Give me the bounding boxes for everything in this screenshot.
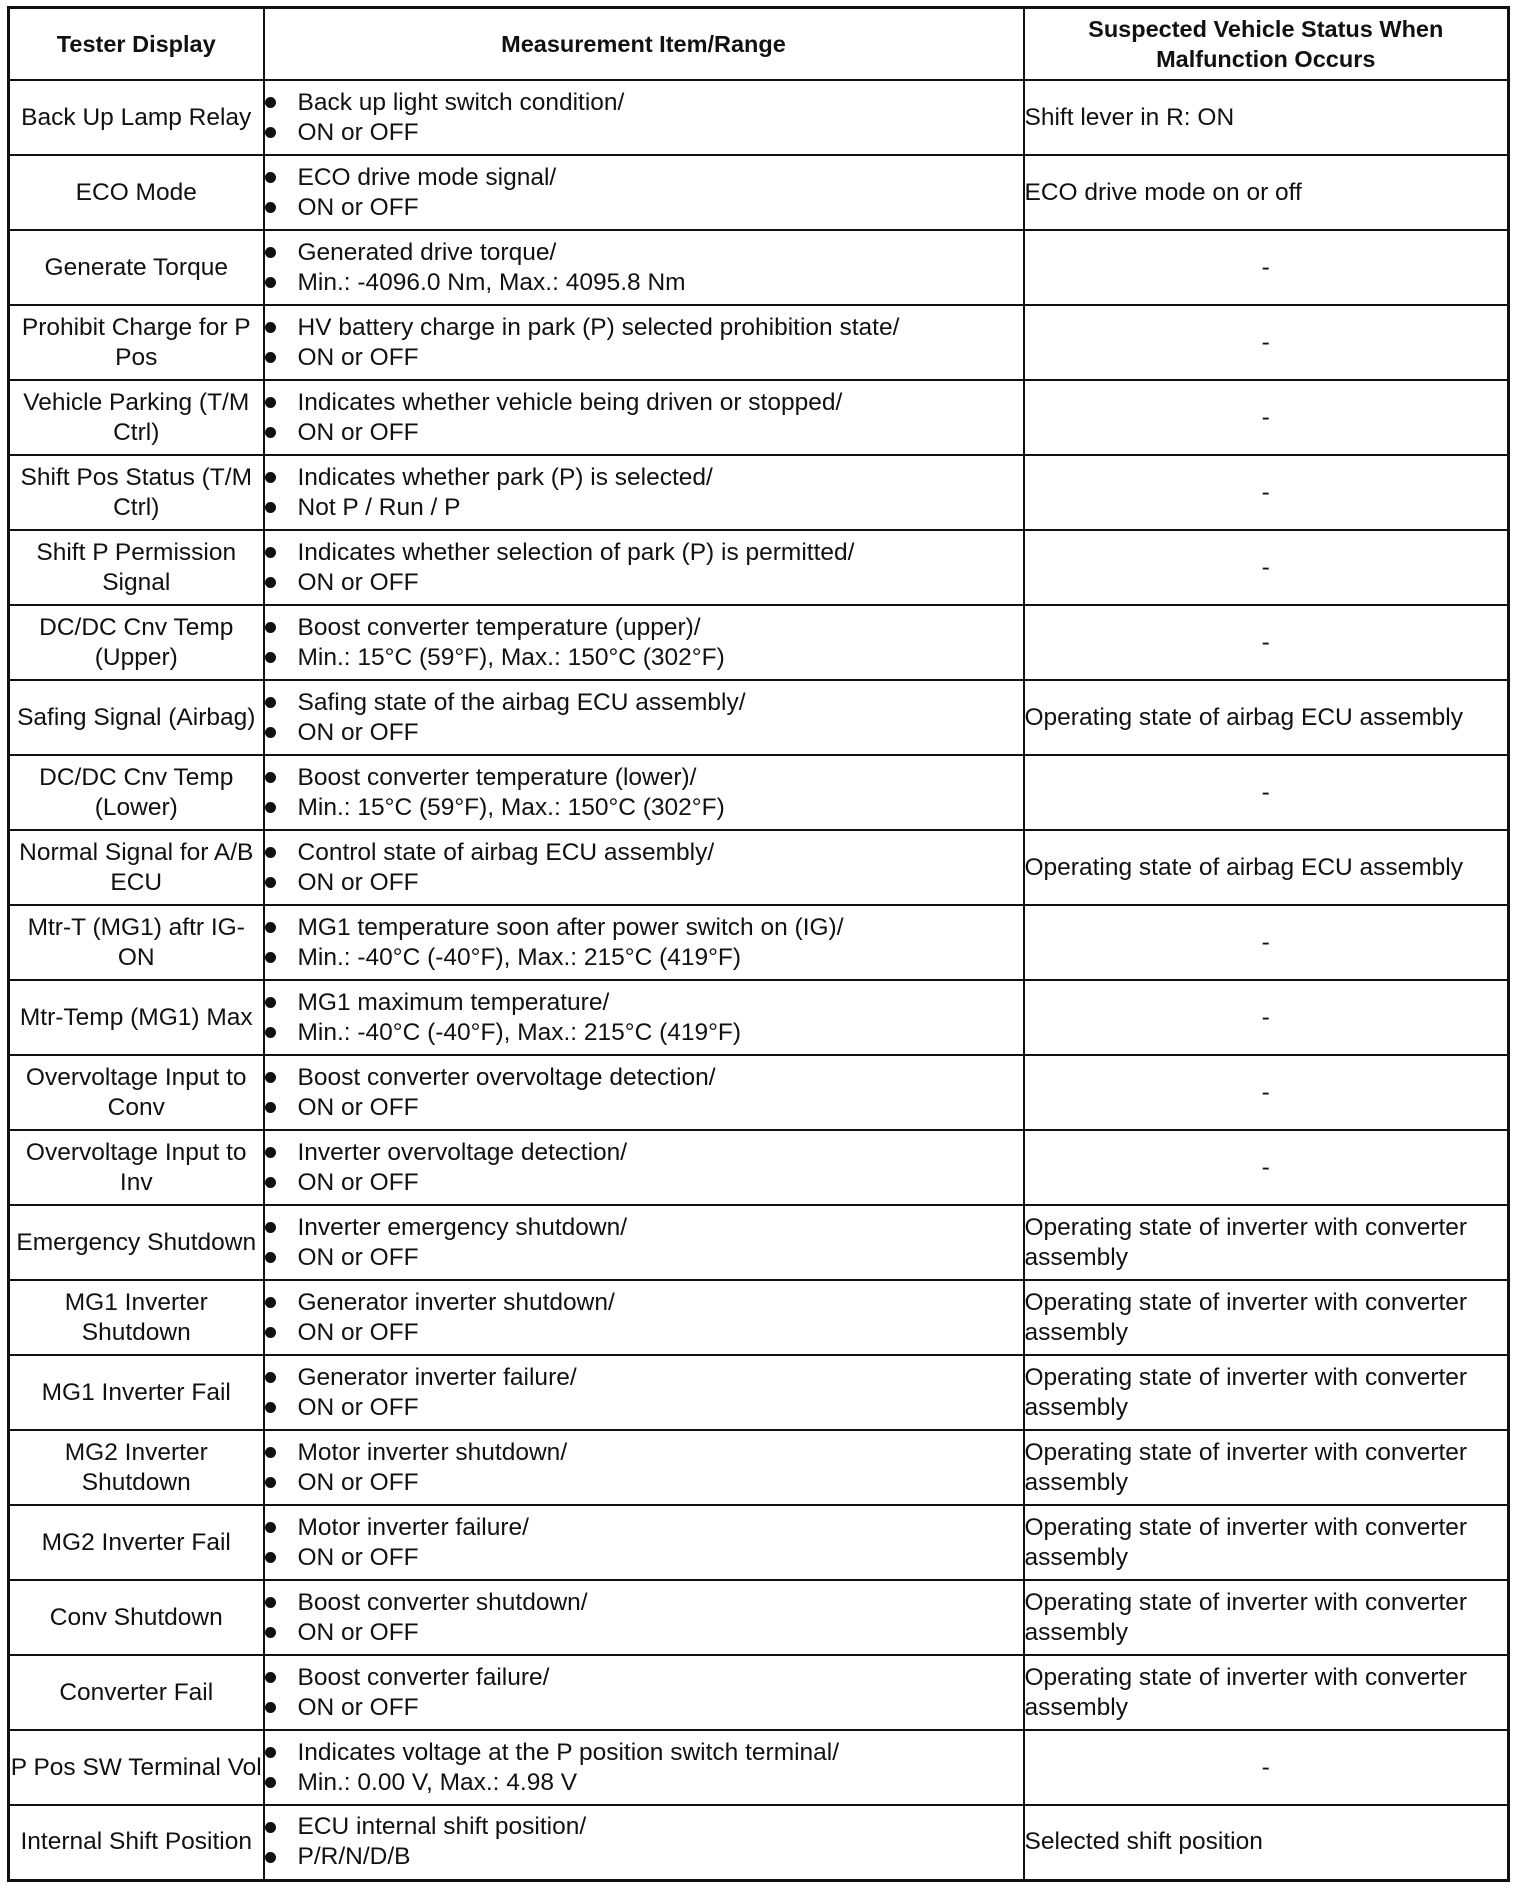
table-header bbox=[9, 8, 1509, 81]
measurement-item-text: Generator inverter failure/ bbox=[297, 1363, 577, 1391]
measurement-item-text: Safing state of the airbag ECU assembly/ bbox=[297, 688, 746, 716]
measurement-cell bbox=[264, 680, 1024, 755]
tester-display-cell: Back Up Lamp Relay bbox=[9, 80, 264, 155]
measurement-item-text: ECO drive mode signal/ bbox=[297, 163, 557, 191]
suspected-status-cell: - bbox=[1024, 755, 1509, 830]
bullet-icon bbox=[265, 1477, 276, 1488]
table-row bbox=[9, 530, 1509, 605]
table-row bbox=[9, 155, 1509, 230]
suspected-status-cell: Operating state of inverter with converter assembly bbox=[1024, 1430, 1509, 1505]
measurement-range-line bbox=[265, 1243, 1023, 1273]
measurement-range-line bbox=[265, 343, 1023, 373]
measurement-range-text: ON or OFF bbox=[297, 1693, 419, 1721]
header-row bbox=[9, 8, 1509, 81]
bullet-icon bbox=[265, 1702, 276, 1713]
measurement-cell bbox=[264, 1205, 1024, 1280]
bullet-icon bbox=[265, 1327, 276, 1338]
suspected-status-cell: - bbox=[1024, 455, 1509, 530]
suspected-status-cell: Operating state of inverter with converter assembly bbox=[1024, 1580, 1509, 1655]
measurement-range-line bbox=[265, 268, 1023, 298]
measurement-item-line bbox=[265, 763, 1023, 793]
tester-display-cell: MG1 Inverter Fail bbox=[9, 1355, 264, 1430]
suspected-status-cell: ECO drive mode on or off bbox=[1024, 155, 1509, 230]
measurement-cell bbox=[264, 1280, 1024, 1355]
suspected-status-cell: Shift lever in R: ON bbox=[1024, 80, 1509, 155]
bullet-icon bbox=[265, 847, 276, 858]
suspected-status-cell: - bbox=[1024, 905, 1509, 980]
table-row bbox=[9, 1355, 1509, 1430]
tester-display-cell: Generate Torque bbox=[9, 230, 264, 305]
measurement-item-line bbox=[265, 1138, 1023, 1168]
measurement-item-text: ECU internal shift position/ bbox=[297, 1813, 587, 1841]
tester-display-cell: Overvoltage Input to Inv bbox=[9, 1130, 264, 1205]
bullet-icon bbox=[265, 877, 276, 888]
measurement-range-text: P/R/N/D/B bbox=[297, 1843, 411, 1871]
bullet-icon bbox=[265, 1747, 276, 1758]
measurement-cell bbox=[264, 830, 1024, 905]
table-row bbox=[9, 455, 1509, 530]
suspected-status-cell: Operating state of inverter with converter assembly bbox=[1024, 1505, 1509, 1580]
measurement-range-line bbox=[265, 493, 1023, 523]
bullet-icon bbox=[265, 397, 276, 408]
table-row bbox=[9, 1655, 1509, 1730]
measurement-cell bbox=[264, 230, 1024, 305]
measurement-range-text: ON or OFF bbox=[297, 718, 419, 746]
tester-display-cell: Shift P Permission Signal bbox=[9, 530, 264, 605]
bullet-icon bbox=[265, 652, 276, 663]
measurement-range-text: Min.: 0.00 V, Max.: 4.98 V bbox=[297, 1768, 578, 1796]
measurement-range-line bbox=[265, 643, 1023, 673]
tester-data-table bbox=[7, 6, 1510, 1882]
measurement-item-line bbox=[265, 838, 1023, 868]
suspected-status-cell: - bbox=[1024, 1730, 1509, 1805]
tester-display-cell: MG2 Inverter Shutdown bbox=[9, 1430, 264, 1505]
bullet-icon bbox=[265, 1372, 276, 1383]
bullet-icon bbox=[265, 997, 276, 1008]
table-row bbox=[9, 1055, 1509, 1130]
tester-display-cell: Converter Fail bbox=[9, 1655, 264, 1730]
bullet-icon bbox=[265, 1102, 276, 1113]
measurement-item-line bbox=[265, 1213, 1023, 1243]
table-row bbox=[9, 830, 1509, 905]
suspected-status-cell: Operating state of inverter with converter assembly bbox=[1024, 1205, 1509, 1280]
measurement-range-text: ON or OFF bbox=[297, 1543, 419, 1571]
measurement-range-text: ON or OFF bbox=[297, 418, 419, 446]
measurement-range-line bbox=[265, 1618, 1023, 1648]
tester-display-cell: Safing Signal (Airbag) bbox=[9, 680, 264, 755]
measurement-item-text: Inverter overvoltage detection/ bbox=[297, 1138, 628, 1166]
measurement-range-text: ON or OFF bbox=[297, 1468, 419, 1496]
measurement-item-line bbox=[265, 1513, 1023, 1543]
measurement-item-text: Back up light switch condition/ bbox=[297, 88, 625, 116]
tester-display-cell: MG2 Inverter Fail bbox=[9, 1505, 264, 1580]
measurement-range-text: ON or OFF bbox=[297, 1093, 419, 1121]
tester-display-cell: Shift Pos Status (T/M Ctrl) bbox=[9, 455, 264, 530]
header-measurement-item: Measurement Item/Range bbox=[264, 8, 1024, 81]
measurement-item-line bbox=[265, 463, 1023, 493]
suspected-status-cell: Operating state of airbag ECU assembly bbox=[1024, 680, 1509, 755]
measurement-range-line bbox=[265, 1393, 1023, 1423]
measurement-item-text: Generator inverter shutdown/ bbox=[297, 1288, 615, 1316]
measurement-cell bbox=[264, 455, 1024, 530]
header-suspected-status: Suspected Vehicle Status When Malfunction Occurs bbox=[1024, 8, 1509, 81]
measurement-item-line bbox=[265, 1438, 1023, 1468]
bullet-icon bbox=[265, 697, 276, 708]
measurement-item-text: MG1 maximum temperature/ bbox=[297, 988, 610, 1016]
measurement-item-text: Motor inverter failure/ bbox=[297, 1513, 529, 1541]
suspected-status-cell: Operating state of airbag ECU assembly bbox=[1024, 830, 1509, 905]
measurement-range-text: Min.: -4096.0 Nm, Max.: 4095.8 Nm bbox=[297, 268, 686, 296]
bullet-icon bbox=[265, 1672, 276, 1683]
measurement-range-text: Min.: -40°C (-40°F), Max.: 215°C (419°F) bbox=[297, 1018, 742, 1046]
measurement-range-text: Min.: 15°C (59°F), Max.: 150°C (302°F) bbox=[297, 793, 725, 821]
table-row bbox=[9, 1730, 1509, 1805]
measurement-cell bbox=[264, 1430, 1024, 1505]
measurement-item-text: Boost converter temperature (upper)/ bbox=[297, 613, 701, 641]
measurement-item-text: MG1 temperature soon after power switch on (IG)/ bbox=[297, 913, 844, 941]
measurement-range-line bbox=[265, 1018, 1023, 1048]
measurement-range-text: ON or OFF bbox=[297, 343, 419, 371]
measurement-item-line bbox=[265, 1588, 1023, 1618]
measurement-item-text: Indicates voltage at the P position switch terminal/ bbox=[297, 1738, 840, 1766]
measurement-item-line bbox=[265, 913, 1023, 943]
bullet-icon bbox=[265, 202, 276, 213]
measurement-item-line bbox=[265, 1363, 1023, 1393]
bullet-icon bbox=[265, 277, 276, 288]
measurement-item-text: HV battery charge in park (P) selected prohibition state/ bbox=[297, 313, 900, 341]
measurement-item-line bbox=[265, 538, 1023, 568]
bullet-icon bbox=[265, 1297, 276, 1308]
bullet-icon bbox=[265, 1147, 276, 1158]
table-row bbox=[9, 1130, 1509, 1205]
bullet-icon bbox=[265, 802, 276, 813]
measurement-range-line bbox=[265, 1093, 1023, 1123]
bullet-icon bbox=[265, 1597, 276, 1608]
table-row bbox=[9, 80, 1509, 155]
table-row bbox=[9, 1280, 1509, 1355]
measurement-cell bbox=[264, 1355, 1024, 1430]
table-row bbox=[9, 680, 1509, 755]
table-row bbox=[9, 1580, 1509, 1655]
measurement-range-line bbox=[265, 718, 1023, 748]
tester-display-cell: Prohibit Charge for P Pos bbox=[9, 305, 264, 380]
table-row bbox=[9, 605, 1509, 680]
measurement-item-line bbox=[265, 1738, 1023, 1768]
measurement-cell bbox=[264, 1130, 1024, 1205]
measurement-range-line bbox=[265, 1543, 1023, 1573]
tester-display-cell: DC/DC Cnv Temp (Lower) bbox=[9, 755, 264, 830]
measurement-range-text: ON or OFF bbox=[297, 1393, 419, 1421]
table-row bbox=[9, 1805, 1509, 1880]
tester-display-cell: MG1 Inverter Shutdown bbox=[9, 1280, 264, 1355]
measurement-item-text: Boost converter shutdown/ bbox=[297, 1588, 588, 1616]
measurement-range-text: ON or OFF bbox=[297, 1618, 419, 1646]
measurement-cell bbox=[264, 1055, 1024, 1130]
measurement-range-text: ON or OFF bbox=[297, 118, 419, 146]
bullet-icon bbox=[265, 172, 276, 183]
measurement-range-line bbox=[265, 118, 1023, 148]
bullet-icon bbox=[265, 1222, 276, 1233]
measurement-cell bbox=[264, 530, 1024, 605]
table-row bbox=[9, 755, 1509, 830]
measurement-item-line bbox=[265, 1288, 1023, 1318]
measurement-range-line bbox=[265, 1468, 1023, 1498]
measurement-range-line bbox=[265, 868, 1023, 898]
suspected-status-cell: - bbox=[1024, 1055, 1509, 1130]
tester-display-cell: Mtr-T (MG1) aftr IG-ON bbox=[9, 905, 264, 980]
bullet-icon bbox=[265, 1252, 276, 1263]
suspected-status-cell: Selected shift position bbox=[1024, 1805, 1509, 1880]
measurement-cell bbox=[264, 305, 1024, 380]
measurement-range-text: ON or OFF bbox=[297, 868, 419, 896]
bullet-icon bbox=[265, 322, 276, 333]
measurement-item-line bbox=[265, 613, 1023, 643]
bullet-icon bbox=[265, 772, 276, 783]
measurement-range-line bbox=[265, 1768, 1023, 1798]
measurement-range-line bbox=[265, 418, 1023, 448]
measurement-range-text: ON or OFF bbox=[297, 1318, 419, 1346]
suspected-status-cell: - bbox=[1024, 980, 1509, 1055]
table-row bbox=[9, 305, 1509, 380]
measurement-item-line bbox=[265, 388, 1023, 418]
tester-display-cell: Conv Shutdown bbox=[9, 1580, 264, 1655]
tester-display-cell: ECO Mode bbox=[9, 155, 264, 230]
bullet-icon bbox=[265, 247, 276, 258]
measurement-item-text: Inverter emergency shutdown/ bbox=[297, 1213, 628, 1241]
suspected-status-cell: - bbox=[1024, 1130, 1509, 1205]
suspected-status-cell: - bbox=[1024, 380, 1509, 455]
tester-display-cell: Overvoltage Input to Conv bbox=[9, 1055, 264, 1130]
table-row bbox=[9, 230, 1509, 305]
bullet-icon bbox=[265, 1777, 276, 1788]
measurement-item-text: Motor inverter shutdown/ bbox=[297, 1438, 568, 1466]
measurement-range-text: ON or OFF bbox=[297, 193, 419, 221]
table-body bbox=[9, 80, 1509, 1880]
bullet-icon bbox=[265, 1177, 276, 1188]
measurement-range-line bbox=[265, 568, 1023, 598]
table-row bbox=[9, 380, 1509, 455]
bullet-icon bbox=[265, 1552, 276, 1563]
bullet-icon bbox=[265, 427, 276, 438]
measurement-cell bbox=[264, 1655, 1024, 1730]
measurement-cell bbox=[264, 1805, 1024, 1880]
table-row bbox=[9, 980, 1509, 1055]
measurement-cell bbox=[264, 80, 1024, 155]
measurement-cell bbox=[264, 905, 1024, 980]
measurement-item-text: Boost converter overvoltage detection/ bbox=[297, 1063, 716, 1091]
bullet-icon bbox=[265, 502, 276, 513]
table-row bbox=[9, 905, 1509, 980]
suspected-status-cell: Operating state of inverter with converter assembly bbox=[1024, 1355, 1509, 1430]
measurement-item-line bbox=[265, 1663, 1023, 1693]
measurement-range-line bbox=[265, 943, 1023, 973]
bullet-icon bbox=[265, 577, 276, 588]
bullet-icon bbox=[265, 1402, 276, 1413]
measurement-item-line bbox=[265, 88, 1023, 118]
measurement-range-line bbox=[265, 1842, 1023, 1872]
measurement-item-line bbox=[265, 238, 1023, 268]
bullet-icon bbox=[265, 97, 276, 108]
suspected-status-cell: Operating state of inverter with converter assembly bbox=[1024, 1280, 1509, 1355]
measurement-item-line bbox=[265, 313, 1023, 343]
bullet-icon bbox=[265, 352, 276, 363]
measurement-item-text: Control state of airbag ECU assembly/ bbox=[297, 838, 715, 866]
measurement-cell bbox=[264, 755, 1024, 830]
measurement-item-line bbox=[265, 1812, 1023, 1842]
measurement-range-text: Min.: 15°C (59°F), Max.: 150°C (302°F) bbox=[297, 643, 725, 671]
bullet-icon bbox=[265, 1522, 276, 1533]
measurement-cell bbox=[264, 155, 1024, 230]
measurement-item-text: Boost converter temperature (lower)/ bbox=[297, 763, 697, 791]
measurement-cell bbox=[264, 1505, 1024, 1580]
bullet-icon bbox=[265, 127, 276, 138]
measurement-cell bbox=[264, 380, 1024, 455]
measurement-range-text: ON or OFF bbox=[297, 1168, 419, 1196]
bullet-icon bbox=[265, 1072, 276, 1083]
tester-display-cell: Emergency Shutdown bbox=[9, 1205, 264, 1280]
bullet-icon bbox=[265, 547, 276, 558]
measurement-item-line bbox=[265, 688, 1023, 718]
measurement-cell bbox=[264, 605, 1024, 680]
bullet-icon bbox=[265, 1852, 276, 1863]
measurement-range-line bbox=[265, 1318, 1023, 1348]
suspected-status-cell: - bbox=[1024, 230, 1509, 305]
bullet-icon bbox=[265, 1027, 276, 1038]
bullet-icon bbox=[265, 922, 276, 933]
suspected-status-cell: - bbox=[1024, 305, 1509, 380]
header-tester-display: Tester Display bbox=[9, 8, 264, 81]
measurement-item-line bbox=[265, 988, 1023, 1018]
measurement-range-line bbox=[265, 193, 1023, 223]
table-row bbox=[9, 1430, 1509, 1505]
measurement-item-text: Indicates whether vehicle being driven or stopped/ bbox=[297, 388, 843, 416]
measurement-item-text: Indicates whether park (P) is selected/ bbox=[297, 463, 713, 491]
bullet-icon bbox=[265, 472, 276, 483]
measurement-range-text: ON or OFF bbox=[297, 1243, 419, 1271]
tester-display-cell: Mtr-Temp (MG1) Max bbox=[9, 980, 264, 1055]
tester-display-cell: Vehicle Parking (T/M Ctrl) bbox=[9, 380, 264, 455]
measurement-item-line bbox=[265, 1063, 1023, 1093]
measurement-cell bbox=[264, 980, 1024, 1055]
measurement-cell bbox=[264, 1580, 1024, 1655]
measurement-range-line bbox=[265, 1168, 1023, 1198]
measurement-range-line bbox=[265, 1693, 1023, 1723]
tester-display-cell: P Pos SW Terminal Vol bbox=[9, 1730, 264, 1805]
suspected-status-cell: Operating state of inverter with converter assembly bbox=[1024, 1655, 1509, 1730]
measurement-item-text: Boost converter failure/ bbox=[297, 1663, 550, 1691]
measurement-item-text: Generated drive torque/ bbox=[297, 238, 557, 266]
tester-display-cell: DC/DC Cnv Temp (Upper) bbox=[9, 605, 264, 680]
measurement-range-text: Min.: -40°C (-40°F), Max.: 215°C (419°F) bbox=[297, 943, 742, 971]
measurement-item-line bbox=[265, 163, 1023, 193]
tester-display-cell: Normal Signal for A/B ECU bbox=[9, 830, 264, 905]
measurement-range-line bbox=[265, 793, 1023, 823]
bullet-icon bbox=[265, 1447, 276, 1458]
measurement-range-text: Not P / Run / P bbox=[297, 493, 461, 521]
measurement-item-text: Indicates whether selection of park (P) is permitted/ bbox=[297, 538, 855, 566]
bullet-icon bbox=[265, 952, 276, 963]
bullet-icon bbox=[265, 622, 276, 633]
table-row bbox=[9, 1205, 1509, 1280]
bullet-icon bbox=[265, 1627, 276, 1638]
suspected-status-cell: - bbox=[1024, 530, 1509, 605]
table-row bbox=[9, 1505, 1509, 1580]
tester-display-cell: Internal Shift Position bbox=[9, 1805, 264, 1880]
bullet-icon bbox=[265, 727, 276, 738]
suspected-status-cell: - bbox=[1024, 605, 1509, 680]
measurement-cell bbox=[264, 1730, 1024, 1805]
measurement-range-text: ON or OFF bbox=[297, 568, 419, 596]
bullet-icon bbox=[265, 1822, 276, 1833]
